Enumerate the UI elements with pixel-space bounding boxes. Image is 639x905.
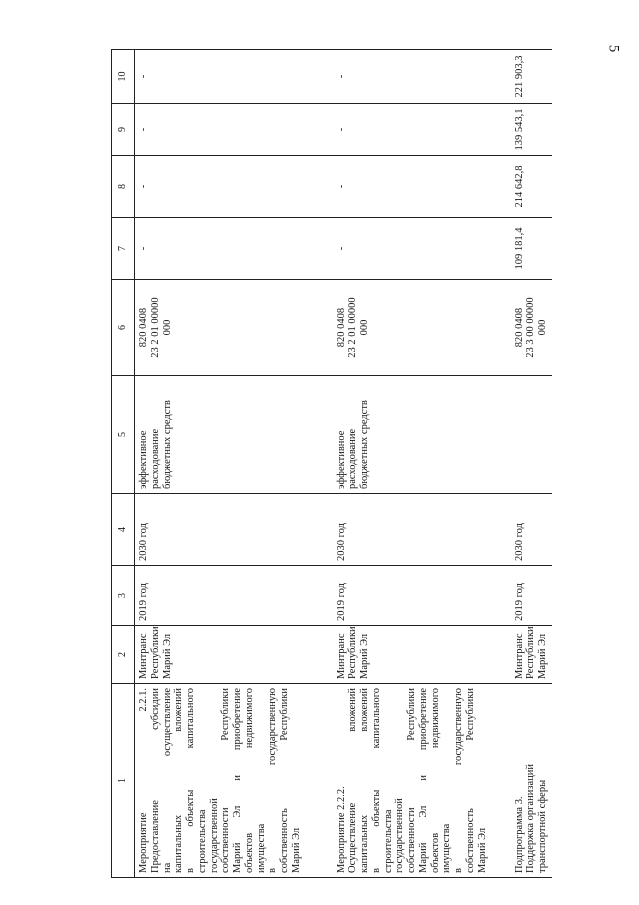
responsible-executor: Минтранс Республики Марий Эл: [333, 626, 511, 684]
value-col-7: 109 181,4: [511, 218, 552, 280]
end-year: 2030 год: [333, 494, 511, 566]
expected-result: эффективное расходование бюджетных средств: [135, 376, 333, 494]
header-row: [112, 50, 135, 878]
value-col-8: -: [135, 156, 333, 218]
value-col-9: -: [333, 104, 511, 156]
value-col-10: -: [135, 50, 333, 104]
expected-result: [511, 376, 552, 494]
start-year: 2019 год: [511, 566, 552, 626]
table-row: [511, 50, 552, 878]
subprogram-name: Подпрограмма 3. Поддержка организаций транспортной сферы: [511, 684, 552, 878]
value-col-7: -: [135, 218, 333, 280]
rotated-table-container: [111, 50, 548, 878]
table-row: [135, 50, 333, 878]
value-col-10: -: [333, 50, 511, 104]
value-col-8: 214 642,8: [511, 156, 552, 218]
start-year: 2019 год: [135, 566, 333, 626]
end-year: 2030 год: [135, 494, 333, 566]
start-year: 2019 год: [333, 566, 511, 626]
header-cell-5: 5: [112, 376, 135, 494]
header-cell-4: 4: [112, 494, 135, 566]
value-col-9: 139 543,1: [511, 104, 552, 156]
measure-name: Мероприятие 2.2.2. Осуществление вложений капитальных вложений в объекты капитального строительства государственной собственности Республики Марий Эл и приобретение объектов недвижимого имущества в государственную собственность Республики Марий Эл: [333, 684, 511, 878]
budget-code: 820 0408 23 2 01 00000 000: [135, 280, 333, 376]
budget-code: 820 0408 23 3 00 00000 000: [511, 280, 552, 376]
responsible-executor: Минтранс Республики Марий Эл: [135, 626, 333, 684]
end-year: 2030 год: [511, 494, 552, 566]
measure-name: Мероприятие 2.2.1. Предоставление субсидии на осуществление капитальных вложений в объекты капитального строительства государственной собственности Республики Марий Эл и приобретение объектов недвижимого имущества в государственную собственность Республики Марий Эл: [135, 684, 333, 878]
header-cell-6: 6: [112, 280, 135, 376]
header-cell-9: 9: [112, 104, 135, 156]
table-row: [333, 50, 511, 878]
value-col-10: 221 903,3: [511, 50, 552, 104]
budget-table: [111, 49, 552, 878]
header-cell-10: 10: [112, 50, 135, 104]
value-col-9: -: [135, 104, 333, 156]
header-cell-3: 3: [112, 566, 135, 626]
header-cell-7: 7: [112, 218, 135, 280]
header-cell-2: 2: [112, 626, 135, 684]
header-cell-1: 1: [112, 684, 135, 878]
responsible-executor: Минтранс Республики Марий Эл: [511, 626, 552, 684]
page-number: 5: [604, 44, 621, 53]
value-col-8: -: [333, 156, 511, 218]
value-col-7: -: [333, 218, 511, 280]
budget-code: 820 0408 23 2 01 00000 000: [333, 280, 511, 376]
expected-result: эффективное расходование бюджетных средств: [333, 376, 511, 494]
header-cell-8: 8: [112, 156, 135, 218]
